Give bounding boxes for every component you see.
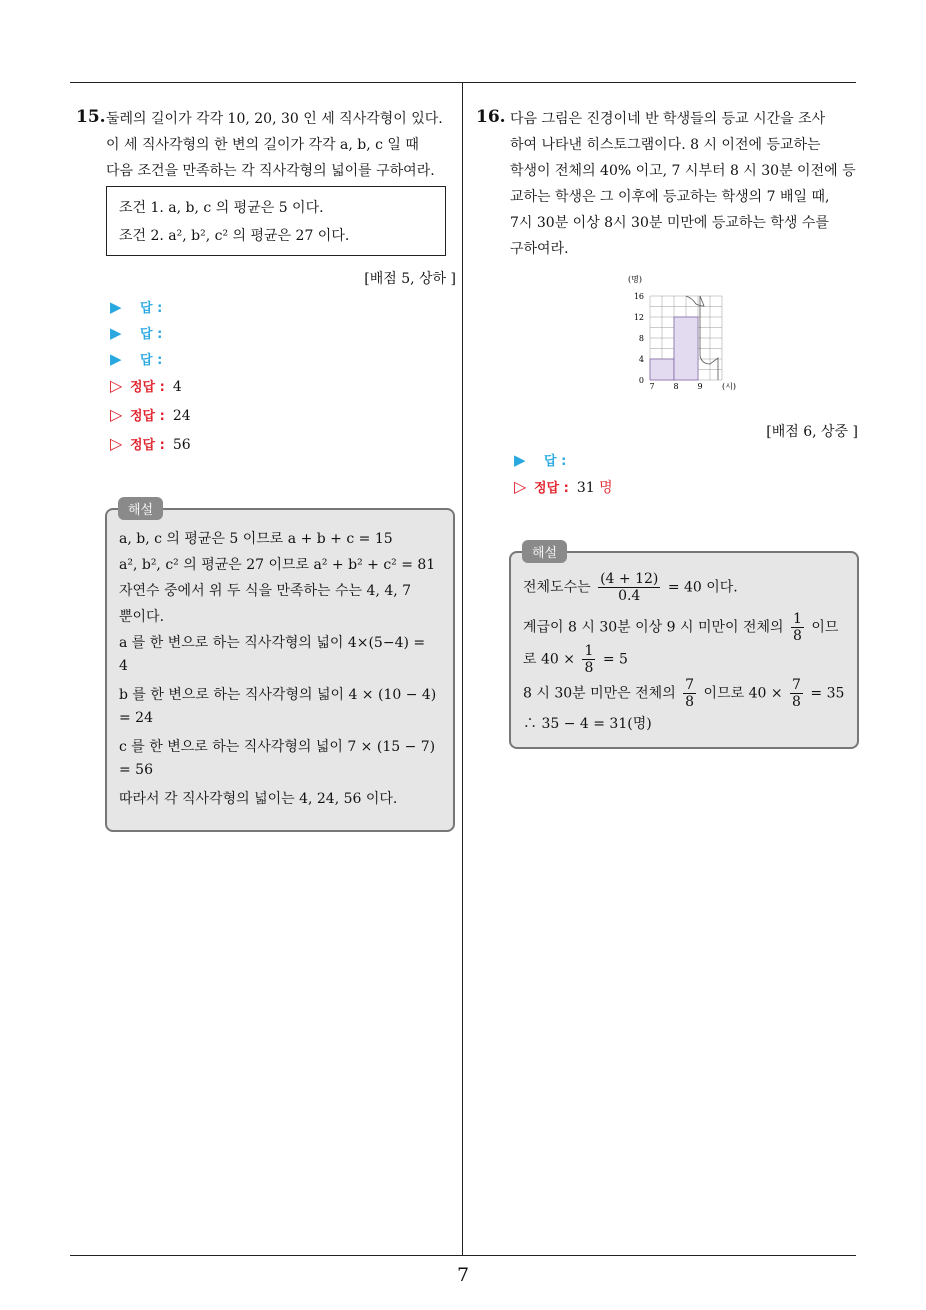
open-triangle-icon: ▷ xyxy=(110,405,123,424)
numerator: (4 + 12) xyxy=(600,571,659,587)
explanation-line: a 를 한 변으로 하는 직사각형의 넓이 4×(5−4) = xyxy=(119,635,426,651)
correct-answer-row xyxy=(514,477,613,497)
column-divider xyxy=(462,82,463,1255)
denominator: 8 xyxy=(793,628,802,644)
x-tick-labels xyxy=(649,382,702,391)
correct-label: 정답 : xyxy=(130,438,165,453)
question-15-line: 다음 조건을 만족하는 각 직사각형의 넓이를 구하여라. xyxy=(106,163,435,179)
denominator: 8 xyxy=(792,694,801,710)
histogram-bar xyxy=(650,359,674,380)
correct-unit: 명 xyxy=(599,480,613,496)
text: = 35 xyxy=(810,685,845,702)
explanation-line: = 24 xyxy=(119,710,153,726)
condition-2: 조건 2. a², b², c² 의 평균은 27 이다. xyxy=(119,228,350,244)
y-tick-label: 12 xyxy=(633,313,644,322)
open-triangle-icon: ▷ xyxy=(514,477,527,496)
fraction xyxy=(683,677,696,710)
correct-value: 4 xyxy=(172,379,182,395)
answer-label: 답 : xyxy=(140,301,163,316)
correct-label: 정답 : xyxy=(130,380,165,395)
explanation-line: c 를 한 변으로 하는 직사각형의 넓이 7 × (15 − 7) xyxy=(119,739,436,755)
question-15-line: 둘레의 길이가 각각 10, 20, 30 인 세 직사각형이 있다. xyxy=(106,111,443,127)
x-unit-label: (시) xyxy=(722,382,736,391)
fraction xyxy=(598,571,660,604)
answer-row[interactable] xyxy=(514,450,566,469)
fraction xyxy=(582,643,595,676)
y-unit-label: (명) xyxy=(628,275,642,284)
fraction xyxy=(790,677,803,710)
text: 이므 xyxy=(811,619,839,636)
condition-1: 조건 1. a, b, c 의 평균은 5 이다. xyxy=(119,200,324,216)
question-16-score: [배점 6, 상중 ] xyxy=(766,424,858,440)
explanation-tag: 해설 xyxy=(118,497,163,520)
question-16-line: 하여 나타낸 히스토그램이다. 8 시 이전에 등교하는 xyxy=(510,137,821,153)
text: 8 시 30분 미만은 전체의 xyxy=(523,685,676,702)
explanation-line: 뿐이다. xyxy=(119,609,165,625)
question-15-text xyxy=(106,106,456,184)
play-triangle-icon: ▶ xyxy=(110,324,122,342)
explanation-box-15 xyxy=(105,508,455,832)
explanation-line-2 xyxy=(523,611,838,644)
explanation-line: 자연수 중에서 위 두 식을 만족하는 수는 4, 4, 7 xyxy=(119,583,412,599)
explanation-line-1 xyxy=(523,571,738,604)
text: 계급이 8 시 30분 이상 9 시 미만이 전체의 xyxy=(523,619,784,636)
question-16-number: 16. xyxy=(476,107,506,127)
text: = 40 이다. xyxy=(667,579,738,596)
x-tick-label: 7 xyxy=(649,382,655,391)
explanation-line-5: ∴ 35 − 4 = 31(명) xyxy=(523,716,652,732)
explanation-line: b 를 한 변으로 하는 직사각형의 넓이 4 × (10 − 4) xyxy=(119,687,437,703)
numerator: 7 xyxy=(685,677,695,693)
answer-row[interactable] xyxy=(110,323,162,342)
correct-answer-row xyxy=(110,434,191,453)
fraction xyxy=(791,611,804,644)
question-15-number: 15. xyxy=(76,107,106,127)
correct-answer-row xyxy=(110,376,182,395)
play-triangle-icon: ▶ xyxy=(110,298,122,316)
explanation-line: 4 xyxy=(119,658,128,674)
numerator: 1 xyxy=(584,643,594,659)
question-16-line: 구하여라. xyxy=(510,241,569,257)
y-tick-label: 4 xyxy=(638,355,644,364)
question-15-score: [배점 5, 상하 ] xyxy=(364,271,456,287)
y-tick-labels xyxy=(634,292,644,385)
text: = 5 xyxy=(602,651,628,668)
answer-row[interactable] xyxy=(110,349,162,368)
correct-value: 24 xyxy=(172,408,191,424)
denominator: 8 xyxy=(685,694,695,710)
explanation-line-4 xyxy=(523,677,844,710)
x-tick-label: 8 xyxy=(673,382,679,391)
answer-row[interactable] xyxy=(110,297,162,316)
correct-value: 56 xyxy=(172,437,191,453)
y-tick-label: 16 xyxy=(633,292,644,301)
numerator: 1 xyxy=(793,611,802,627)
question-16-line: 7시 30분 이상 8시 30분 미만에 등교하는 학생 수를 xyxy=(510,215,829,231)
top-rule xyxy=(70,82,856,83)
explanation-tag: 해설 xyxy=(522,540,567,563)
condition-box xyxy=(106,186,446,256)
y-tick-label: 8 xyxy=(638,334,644,343)
answer-label: 답 : xyxy=(140,327,163,342)
explanation-line-3 xyxy=(523,643,628,676)
open-triangle-icon: ▷ xyxy=(110,434,123,453)
question-16-line: 다음 그림은 진경이네 반 학생들의 등교 시간을 조사 xyxy=(510,111,826,127)
correct-label: 정답 : xyxy=(534,481,569,496)
correct-label: 정답 : xyxy=(130,409,165,424)
answer-label: 답 : xyxy=(544,454,567,469)
question-15-line: 이 세 직사각형의 한 변의 길이가 각각 a, b, c 일 때 xyxy=(106,137,419,153)
y-tick-label: 0 xyxy=(638,376,644,385)
question-16-line: 교하는 학생은 그 이후에 등교하는 학생의 7 배일 때, xyxy=(510,189,830,205)
text: 전체도수는 xyxy=(523,579,591,596)
explanation-line: 따라서 각 직사각형의 넓이는 4, 24, 56 이다. xyxy=(119,791,398,807)
explanation-box-16 xyxy=(509,551,859,749)
denominator: 0.4 xyxy=(618,588,641,604)
x-tick-label: 9 xyxy=(697,382,703,391)
play-triangle-icon: ▶ xyxy=(110,350,122,368)
correct-answer-row xyxy=(110,405,191,424)
answer-label: 답 : xyxy=(140,353,163,368)
page-number: 7 xyxy=(456,1264,470,1286)
histogram-bar xyxy=(674,317,698,380)
numerator: 7 xyxy=(792,677,801,693)
histogram-chart xyxy=(620,268,760,398)
text: 로 40 × xyxy=(523,651,575,668)
question-16-line: 학생이 전체의 40% 이고, 7 시부터 8 시 30분 이전에 등 xyxy=(510,163,856,179)
question-16-text xyxy=(510,106,860,262)
play-triangle-icon: ▶ xyxy=(514,451,526,469)
explanation-line: a, b, c 의 평균은 5 이므로 a + b + c = 15 xyxy=(119,531,393,547)
correct-value: 31 xyxy=(576,480,595,496)
explanation-line: = 56 xyxy=(119,762,153,778)
bottom-rule xyxy=(70,1255,856,1256)
text: 이므로 40 × xyxy=(703,685,783,702)
open-triangle-icon: ▷ xyxy=(110,376,123,395)
explanation-line: a², b², c² 의 평균은 27 이므로 a² + b² + c² = 81 xyxy=(119,557,436,573)
denominator: 8 xyxy=(584,660,594,676)
